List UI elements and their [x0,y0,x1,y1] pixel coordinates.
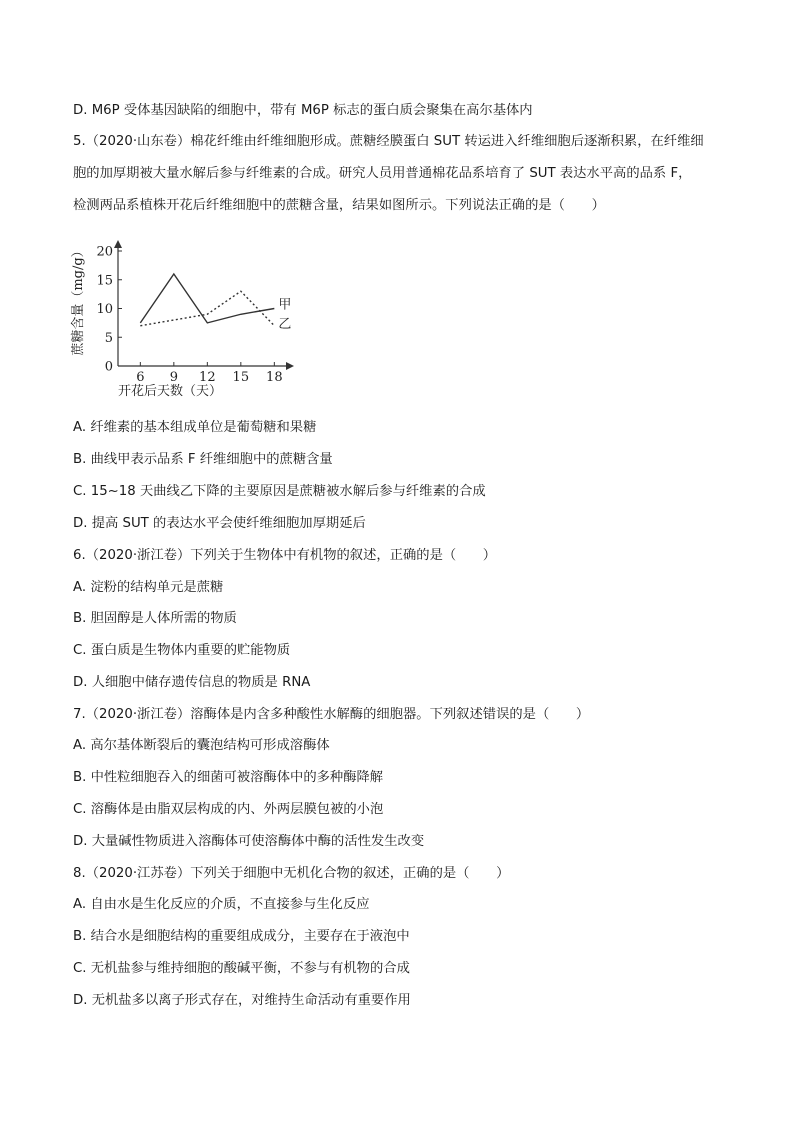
x-tick-label: 15 [232,370,250,385]
q7-option-a: A. 高尔基体断裂后的囊泡结构可形成溶酶体 [73,738,330,753]
chart-series [140,274,291,332]
y-axis-label: 蔗糖含量（mg/g） [71,244,86,356]
q5-stem-line-2: 胞的加厚期被大量水解后参与纤维素的合成。研究人员用普通棉花品系培育了 SUT 表达水平高的品系 F， [73,166,692,181]
q8-option-a: A. 自由水是生化反应的介质，不直接参与生化反应 [73,897,370,912]
y-tick-label: 20 [96,244,113,260]
x-tick-label: 6 [136,370,145,385]
q7-option-c: C. 溶酶体是由脂双层构成的内、外两层膜包被的小泡 [73,802,384,817]
x-tick-labels [136,370,282,385]
q4-option-d: D. M6P 受体基因缺陷的细胞中，带有 M6P 标志的蛋白质会聚集在高尔基体内 [73,103,533,118]
q8-option-d: D. 无机盐多以离子形式存在，对维持生命活动有重要作用 [73,993,411,1008]
q6-option-a: A. 淀粉的结构单元是蔗糖 [73,580,224,595]
q7-option-d: D. 大量碱性物质进入溶酶体可使溶酶体中酶的活性发生改变 [73,834,425,849]
chart-axes [114,240,294,370]
q7-option-b: B. 中性粒细胞吞入的细菌可被溶酶体中的多种酶降解 [73,770,384,785]
q8-option-c: C. 无机盐参与维持细胞的酸碱平衡，不参与有机物的合成 [73,961,410,976]
y-tick-label: 15 [96,273,113,289]
q6-stem: 6.（2020·浙江卷）下列关于生物体中有机物的叙述，正确的是（ ） [73,548,497,563]
q6-option-d: D. 人细胞中储存遗传信息的物质是 RNA [73,675,311,690]
q7-stem: 7.（2020·浙江卷）溶酶体是内含多种酸性水解酶的细胞器。下列叙述错误的是（ ） [73,707,590,722]
series-yi-label: 乙 [278,316,292,332]
y-tick-label: 10 [96,302,113,317]
q8-option-b: B. 结合水是细胞结构的重要组成成分，主要存在于液泡中 [73,929,410,944]
q6-option-c: C. 蛋白质是生物体内重要的贮能物质 [73,643,291,658]
q5-option-d: D. 提高 SUT 的表达水平会使纤维细胞加厚期延后 [73,516,366,531]
q5-stem-line-3: 检测两品系植株开花后纤维细胞中的蔗糖含量，结果如图所示。下列说法正确的是（ ） [73,198,605,213]
q5-stem-line-1: 5.（2020·山东卷）棉花纤维由纤维细胞形成。蔗糖经膜蛋白 SUT 转运进入纤维细胞后逐渐积累，在纤维细 [73,134,704,149]
q6-option-b: B. 胆固醇是人体所需的物质 [73,611,237,626]
y-tick-label: 0 [104,359,113,375]
y-tick-label: 5 [104,330,113,346]
series-jia-label: 甲 [278,297,292,313]
q8-stem: 8.（2020·江苏卷）下列关于细胞中无机化合物的叙述，正确的是（ ） [73,866,510,881]
x-axis-arrow [286,362,294,370]
x-tick-label: 12 [199,370,216,385]
x-tick-label: 9 [169,370,178,385]
series-jia-line [140,274,274,323]
q5-option-b: B. 曲线甲表示品系 F 纤维细胞中的蔗糖含量 [73,452,333,467]
q5-option-a: A. 纤维素的基本组成单位是葡萄糖和果糖 [73,420,317,435]
sucrose-content-chart [70,232,300,402]
series-yi-line [140,291,274,326]
y-tick-labels [96,245,113,375]
x-tick-label: 18 [266,370,283,385]
y-axis-arrow [114,240,122,248]
q5-option-c: C. 15~18 天曲线乙下降的主要原因是蔗糖被水解后参与纤维素的合成 [73,484,486,499]
x-axis-label: 开花后天数（天） [117,384,223,399]
